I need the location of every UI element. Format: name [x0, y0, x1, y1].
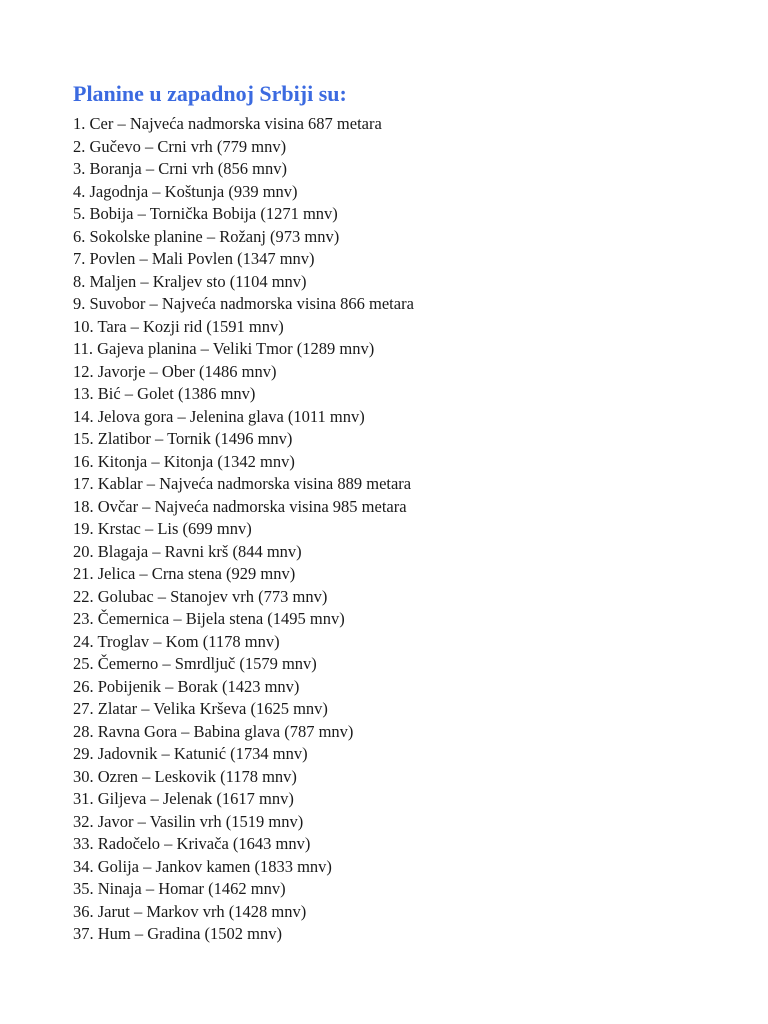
list-item: 31. Giljeva – Jelenak (1617 mnv) [73, 789, 294, 808]
list-item: 35. Ninaja – Homar (1462 mnv) [73, 879, 286, 898]
list-item: 27. Zlatar – Velika Krševa (1625 mnv) [73, 699, 328, 718]
list-item: 10. Tara – Kozji rid (1591 mnv) [73, 316, 284, 336]
list-item: 30. Ozren – Leskovik (1178 mnv) [73, 766, 297, 786]
list-item: 28. Ravna Gora – Babina glava (787 mnv) [73, 721, 354, 741]
list-item: 15. Zlatibor – Tornik (1496 mnv) [73, 429, 293, 448]
list-item: 17. Kablar – Najveća nadmorska visina 889 metara [73, 474, 412, 493]
list-item: 33. Radočelo – Krivača (1643 mnv) [73, 834, 311, 853]
list-item: 9. Suvobor – Najveća nadmorska visina 866 metara [73, 294, 414, 313]
list-item: 37. Hum – Gradina (1502 mnv) [73, 924, 282, 943]
list-item: 4. Jagodnja – Koštunja (939 mnv) [73, 181, 298, 201]
list-item: 11. Gajeva planina – Veliki Tmor (1289 mnv) [73, 339, 375, 358]
list-item: 5. Bobija – Tornička Bobija (1271 mnv) [73, 204, 338, 223]
list-item: 25. Čemerno – Smrdljuč (1579 mnv) [73, 654, 317, 673]
list-item: 34. Golija – Jankov kamen (1833 mnv) [73, 856, 332, 876]
list-item: 13. Bić – Golet (1386 mnv) [73, 384, 256, 403]
list-item: 1. Cer – Najveća nadmorska visina 687 metara [73, 114, 382, 133]
document-heading: Planine u zapadnoj Srbiji su: [73, 81, 347, 106]
mountain-list [73, 113, 414, 946]
list-item: 6. Sokolske planine – Rožanj (973 mnv) [73, 226, 340, 246]
list-item: 8. Maljen – Kraljev sto (1104 mnv) [73, 271, 307, 291]
list-item: 19. Krstac – Lis (699 mnv) [73, 519, 252, 538]
list-item: 24. Troglav – Kom (1178 mnv) [73, 631, 280, 651]
list-item: 26. Pobijenik – Borak (1423 mnv) [73, 676, 300, 696]
list-item: 16. Kitonja – Kitonja (1342 mnv) [73, 451, 295, 471]
list-item: 3. Boranja – Crni vrh (856 mnv) [73, 159, 288, 178]
list-item: 32. Javor – Vasilin vrh (1519 mnv) [73, 811, 304, 831]
list-item: 18. Ovčar – Najveća nadmorska visina 985 metara [73, 496, 407, 516]
list-item: 22. Golubac – Stanojev vrh (773 mnv) [73, 586, 328, 606]
list-item: 14. Jelova gora – Jelenina glava (1011 mnv) [73, 406, 365, 426]
list-item: 36. Jarut – Markov vrh (1428 mnv) [73, 901, 307, 921]
list-item: 21. Jelica – Crna stena (929 mnv) [73, 564, 296, 583]
list-item: 20. Blagaja – Ravni krš (844 mnv) [73, 541, 302, 561]
list-item: 12. Javorje – Ober (1486 mnv) [73, 361, 277, 381]
list-item: 29. Jadovnik – Katunić (1734 mnv) [73, 744, 308, 763]
list-item: 2. Gučevo – Crni vrh (779 mnv) [73, 136, 287, 156]
list-item: 23. Čemernica – Bijela stena (1495 mnv) [73, 609, 345, 628]
list-item: 7. Povlen – Mali Povlen (1347 mnv) [73, 249, 315, 268]
